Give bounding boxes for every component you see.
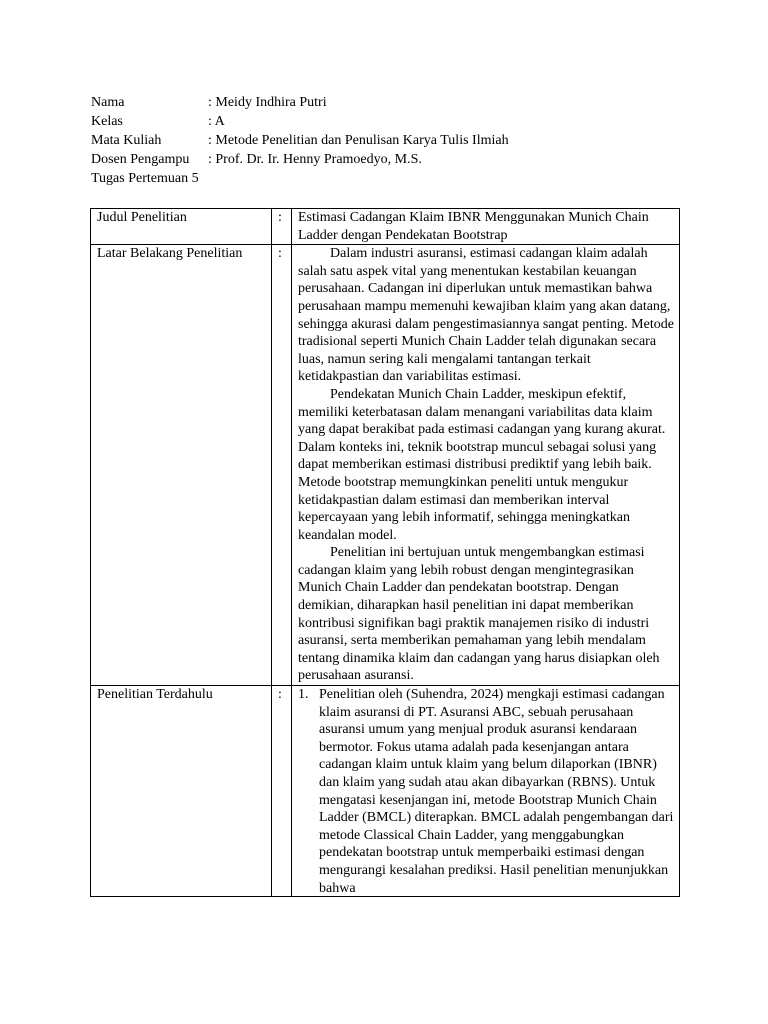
colon: :: [272, 209, 292, 245]
row-judul: [91, 209, 680, 245]
colon: :: [272, 686, 292, 897]
assignment-title: [91, 170, 509, 189]
info-value: : Meidy Indhira Putri: [208, 95, 327, 110]
list-item: [298, 686, 674, 896]
latar-paragraph-2: Pendekatan Munich Chain Ladder, meskipun efektif, memiliki keterbatasan dalam menangani variabilitas data klaim yang dapat berakibat pada estimasi cadangan yang kurang akurat. Dalam konteks ini, teknik bootstrap muncul sebagai solusi yang dapat memberikan estimasi distribusi prediktif yang lebih baik. Metode bootstrap memungkinkan peneliti untuk mengukur ketidakpastian dalam estimasi dan memberikan interval kepercayaan yang lebih informatif, sehingga meningkatkan keandalan model.: [298, 386, 666, 543]
row-penelitian-terdahulu: [91, 686, 680, 897]
student-info: [91, 94, 509, 189]
latar-label: Latar Belakang Penelitian: [91, 245, 272, 686]
latar-paragraph-1: Dalam industri asuransi, estimasi cadangan klaim adalah salah satu aspek vital yang menentukan kestabilan keuangan perusahaan. Cadangan ini diperlukan untuk memastikan bahwa perusahaan mampu memenuhi kewajiban klaim yang akan datang, sehingga akurasi dalam pengestimasiannya sangat penting. Metode tradisional seperti Munich Chain Ladder telah digunakan secara luas, namun sering kali mengalami tantangan terkait ketidakpastian dan variabilitas estimasi.: [298, 246, 674, 385]
info-value: : Prof. Dr. Ir. Henny Pramoedyo, M.S.: [208, 152, 422, 167]
latar-content: [292, 245, 680, 686]
latar-paragraph-3: Penelitian ini bertujuan untuk mengembangkan estimasi cadangan klaim yang lebih robust dengan mengintegrasikan Munich Chain Ladder dan pendekatan bootstrap. Dengan demikian, diharapkan hasil penelitian ini dapat memberikan kontribusi signifikan bagi praktik manajemen risiko di industri asuransi, serta memberikan pemahaman yang lebih mendalam tentang dinamika klaim dan cadangan yang harus disiapkan oleh perusahaan asuransi.: [298, 545, 660, 684]
judul-label: Judul Penelitian: [91, 209, 272, 245]
research-table: [90, 208, 680, 897]
list-text: Penelitian oleh (Suhendra, 2024) mengkaji estimasi cadangan klaim asuransi di PT. Asuransi ABC, sebuah perusahaan asuransi umum yang menjual produk asuransi kendaraan bermotor. Fokus utama adalah pada kesenjangan antara cadangan klaim untuk klaim yang belum dilaporkan (IBNR) dan klaim yang sudah atau akan dibayarkan (RBNS). Untuk mengatasi kesenjangan ini, metode Bootstrap Munich Chain Ladder (BMCL) diterapkan. BMCL adalah pengembangan dari metode Classical Chain Ladder, yang menggabungkan pendekatan bootstrap untuk memperbaiki estimasi dengan mengurangi kesalahan prediksi. Hasil penelitian menunjukkan bahwa: [319, 687, 674, 896]
info-label: Mata Kuliah: [91, 133, 162, 148]
row-latar-belakang: [91, 245, 680, 686]
info-row-dosen: [91, 151, 509, 170]
list-number: 1.: [298, 687, 309, 703]
info-label: Dosen Pengampu: [91, 152, 190, 167]
judul-text: Estimasi Cadangan Klaim IBNR Menggunakan Munich Chain Ladder dengan Pendekatan Bootstrap: [292, 209, 680, 245]
terdahulu-content: [292, 686, 680, 897]
terdahulu-label: Penelitian Terdahulu: [91, 686, 272, 897]
info-row-nama: [91, 94, 509, 113]
info-label: Nama: [91, 95, 125, 110]
info-row-mata-kuliah: [91, 132, 509, 151]
info-value: : Metode Penelitian dan Penulisan Karya Tulis Ilmiah: [208, 133, 509, 148]
info-label: Kelas: [91, 114, 123, 129]
assignment-label: Tugas Pertemuan 5: [91, 171, 199, 186]
info-row-kelas: [91, 113, 509, 132]
info-value: : A: [208, 114, 225, 129]
reference-list: [298, 686, 674, 896]
colon: :: [272, 245, 292, 686]
